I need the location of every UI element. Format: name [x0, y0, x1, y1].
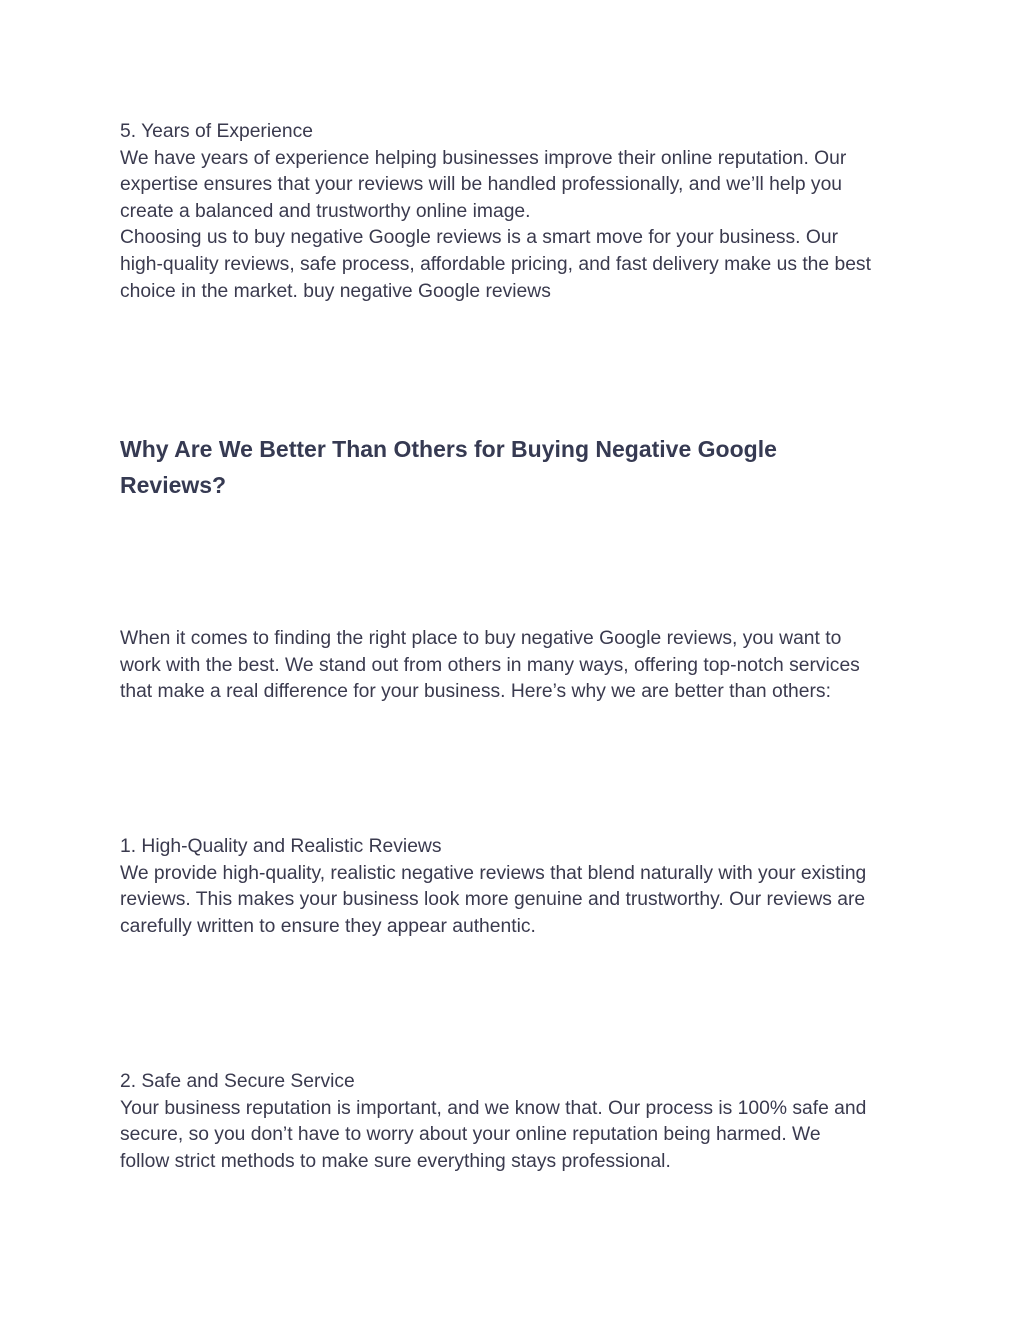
paragraph-line: When it comes to finding the right place to buy negative Google reviews, you want to [120, 628, 842, 649]
paragraph-line: follow strict methods to make sure everything stays professional. [120, 1150, 671, 1172]
paragraph-line: secure, so you don’t have to worry about your online reputation being harmed. We [120, 1124, 821, 1146]
paragraph-line: high-quality reviews, safe process, affordable pricing, and fast delivery make us the best [120, 253, 871, 275]
paragraph-line: Your business reputation is important, and we know that. Our process is 100% safe and [120, 1097, 867, 1119]
paragraph-line: Choosing us to buy negative Google reviews is a smart move for your business. Our [120, 227, 839, 249]
paragraph-line: expertise ensures that your reviews will be handled professionally, and we’ll help you [120, 174, 843, 196]
section-years-of-experience [120, 119, 920, 305]
paragraph-line: We provide high-quality, realistic negative reviews that blend naturally with your existing [120, 862, 867, 884]
paragraph-line: We have years of experience helping businesses improve their online reputation. Our [120, 147, 847, 169]
paragraph-line: carefully written to ensure they appear authentic. [120, 915, 536, 937]
heading-line: Reviews? [120, 472, 227, 498]
heading-line: Why Are We Better Than Others for Buying Negative Google [120, 436, 777, 462]
paragraph-line: create a balanced and trustworthy online image. [120, 200, 531, 222]
item-title: 2. Safe and Secure Service [120, 1071, 355, 1092]
paragraph-line: work with the best. We stand out from others in many ways, offering top-notch services [120, 654, 860, 676]
paragraph-line: choice in the market. buy negative Google reviews [120, 280, 551, 302]
item-safe-secure-service [120, 1069, 920, 1175]
item-title: 1. High-Quality and Realistic Reviews [120, 836, 442, 857]
paragraph-line: reviews. This makes your business look more genuine and trustworthy. Our reviews are [120, 889, 866, 911]
section-heading [120, 431, 920, 503]
intro-paragraph [120, 626, 920, 706]
item-high-quality-reviews [120, 834, 920, 940]
section-title: 5. Years of Experience [120, 121, 313, 142]
paragraph-line: that make a real difference for your business. Here’s why we are better than others: [120, 681, 831, 703]
